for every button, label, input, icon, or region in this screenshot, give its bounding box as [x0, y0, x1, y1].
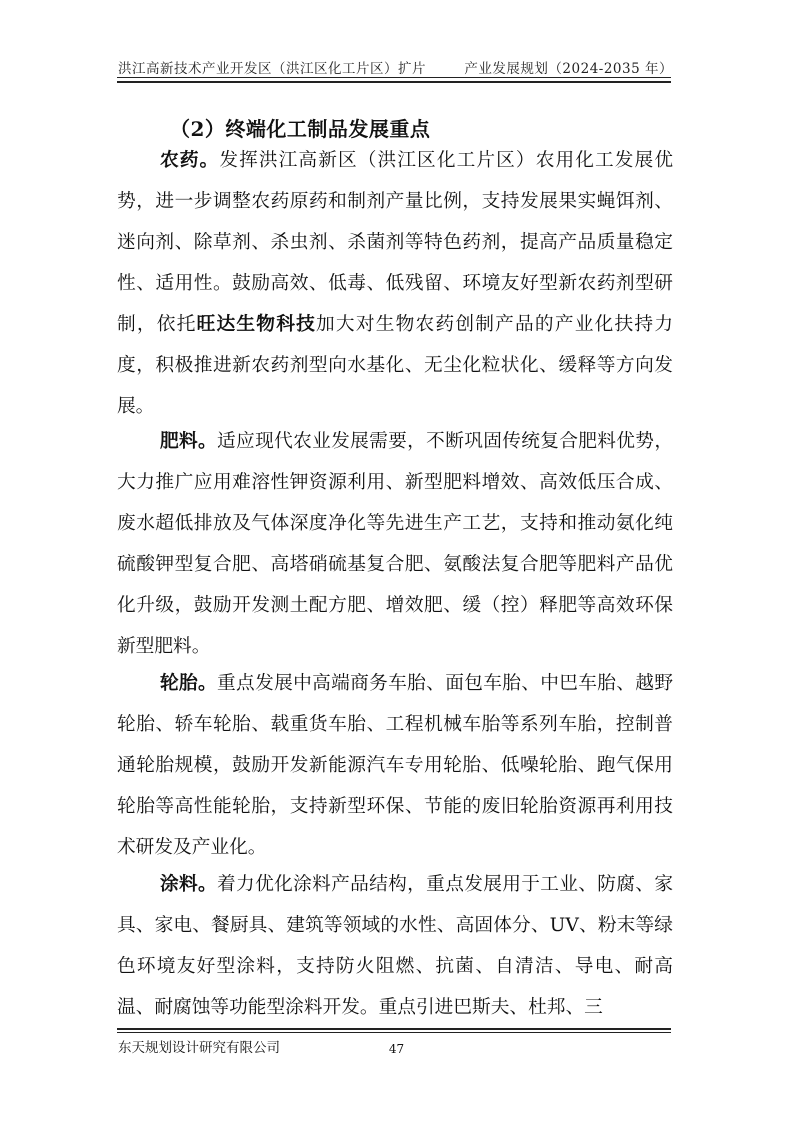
paragraph-title-coating: 涂料。	[160, 873, 218, 895]
paragraph-text-pesticide-b: 加大对生物农药创制产品的产业化扶持力度，积极推进新农药剂型向水基化、无尘化粒状化、缓释等方向发展。	[117, 314, 674, 417]
paragraph-text-pesticide-a: 发挥洪江高新区（洪江区化工片区）农用化工发展优势，进一步调整农药原药和制剂产量比例，支持发展果实蝇饵剂、迷向剂、除草剂、杀虫剂、杀菌剂等特色药剂，提高产品质量稳定性、适用性。鼓励高效、低毒、低残留、环境友好型新农药剂型研制，依托	[117, 150, 674, 335]
section-title: （2）终端化工制品发展重点	[170, 117, 431, 141]
header-rule-thin	[117, 77, 671, 78]
paragraph-title-fertilizer: 肥料。	[160, 430, 218, 452]
footer-rule-thick	[117, 1028, 671, 1030]
company-name-highlight: 旺达生物科技	[196, 313, 317, 335]
paragraph-fertilizer	[117, 421, 673, 667]
paragraph-title-tire: 轮胎。	[160, 672, 218, 694]
paragraph-text-coating: 着力优化涂料产品结构，重点发展用于工业、防腐、家具、家电、餐厨具、建筑等领域的水性、高固体分、UV、粉末等绿色环境友好型涂料，支持防火阻燃、抗菌、自清洁、导电、耐高温、耐腐蚀等功能型涂料开发。重点引进巴斯夫、杜邦、三	[117, 874, 674, 1018]
paragraph-text-fertilizer: 适应现代农业发展需要，不断巩固传统复合肥料优势，大力推广应用难溶性钾资源利用、新型肥料增效、高效低压合成、废水超低排放及气体深度净化等先进生产工艺，支持和推动氨化纯硫酸钾型复合肥、高塔硝硫基复合肥、氨酸法复合肥等肥料产品优化升级，鼓励开发测土配方肥、增效肥、缓（控）释肥等高效环保新型肥料。	[117, 431, 674, 657]
paragraph-coating	[117, 864, 673, 1028]
paragraph-tire	[117, 663, 673, 868]
paragraph-pesticide	[117, 140, 673, 427]
header-left: 洪江高新技术产业开发区（洪江区化工片区）扩片	[118, 61, 426, 77]
header-rule-thick	[117, 81, 671, 83]
header-right: 产业发展规划（2024-2035 年）	[464, 61, 673, 77]
footer-rule-thin	[117, 1032, 671, 1033]
paragraph-text-tire: 重点发展中高端商务车胎、面包车胎、中巴车胎、越野轮胎、轿车轮胎、载重货车胎、工程机械车胎等系列车胎，控制普通轮胎规模，鼓励开发新能源汽车专用轮胎、低噪轮胎、跑气保用轮胎等高性能轮胎，支持新型环保、节能的废旧轮胎资源再利用技术研发及产业化。	[117, 673, 674, 858]
paragraph-title-pesticide: 农药。	[160, 149, 220, 171]
page-number: 47	[388, 1042, 405, 1056]
footer-company: 东天规划设计研究有限公司	[118, 1040, 280, 1056]
